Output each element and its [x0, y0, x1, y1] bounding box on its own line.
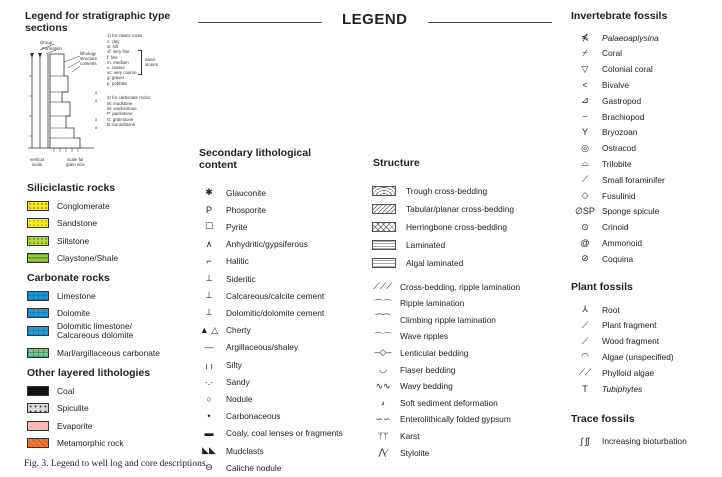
swatch-row: [27, 233, 89, 248]
structure-label: Trough cross-bedding: [406, 185, 488, 196]
lithology-swatch: [27, 326, 49, 336]
legend-symbol-icon: ╷╷: [203, 359, 215, 369]
legend-label: Coquina: [602, 253, 634, 264]
code-row: M: mudstone: [107, 101, 133, 106]
swatch-label: Dolomitic limestone/ Calcareous dolomite: [57, 321, 134, 340]
legend-label: Ostracod: [602, 143, 636, 154]
legend-symbol-icon: ✱: [205, 187, 213, 197]
legend-label: Phosporite: [226, 204, 267, 215]
legend-row: [198, 374, 250, 389]
legend-label: Coaly, coal lenses or fragments: [226, 428, 343, 439]
structure-label: Tabular/planar cross-bedding: [406, 203, 515, 214]
legend-symbol-icon: <: [582, 79, 588, 90]
legend-label: Caliche nodule: [226, 462, 282, 473]
legend-symbol-icon: ∅SP: [575, 205, 595, 216]
code-row: f: fine: [107, 54, 118, 60]
legend-label: Ammonoid: [602, 237, 643, 248]
legend-label: Silty: [226, 359, 242, 370]
legend-row: [198, 409, 280, 424]
legend-row: [198, 340, 298, 355]
lithology-swatch: [27, 236, 49, 246]
strat-marker-x2: x: [95, 98, 98, 103]
legend-symbol-icon: •: [207, 411, 211, 422]
legend-row: [574, 62, 653, 77]
legend-label: Dolomitic/dolomite cement: [226, 307, 325, 318]
legend-symbol-icon: ⊥: [205, 273, 213, 283]
legend-symbol-icon: ◣◣: [202, 445, 216, 455]
legend-symbol-icon: ▲ △: [199, 324, 219, 335]
legend-label: Small foraminifer: [602, 174, 665, 185]
legend-label: Soft sediment deformation: [400, 397, 498, 408]
legend-row: [574, 349, 674, 364]
code-row: P: packstone: [107, 111, 133, 117]
vertical-scale-line1: vertical: [30, 157, 44, 162]
legend-label: Brachiopod: [602, 111, 645, 122]
legend-symbol-icon: ▬: [204, 428, 214, 439]
lithology-swatch: [27, 218, 49, 228]
structure-label: Laminated: [406, 240, 446, 251]
swatch-row: [27, 306, 90, 321]
structure-boxed-row: [372, 201, 514, 216]
legend-row: [198, 254, 249, 269]
swatch-row: [27, 198, 110, 213]
code-row: W: wackestone: [107, 106, 137, 112]
lithology-swatch: [27, 421, 49, 431]
legend-row: [372, 395, 498, 410]
legend-symbol-icon: ⋀∕: [378, 447, 388, 457]
legend-row: [198, 305, 324, 320]
lithology-swatch: [27, 348, 49, 358]
legend-label: Tubiphytes: [602, 383, 643, 394]
code-row: g: gravel: [107, 75, 124, 81]
strat-label-structure: structure: [80, 56, 98, 61]
legend-symbol-icon: ◡: [379, 364, 387, 374]
legend-symbol-icon: @: [580, 237, 590, 248]
legend-row: [372, 428, 420, 443]
legend-symbol-icon: ⟋: [581, 174, 589, 185]
legend-row: [574, 46, 622, 61]
legend-label: Root: [602, 304, 620, 315]
legend-label: Coral: [602, 48, 623, 59]
carbonate-code-title: 2) for carbonate rocks:: [107, 95, 151, 100]
figure-caption: Fig. 3. Legend to well log and core descriptions.: [24, 459, 208, 469]
legend-row: [198, 202, 266, 217]
swatch-label: Conglomerate: [57, 200, 110, 211]
legend-symbol-icon: ·.·: [204, 376, 214, 387]
legend-row: [372, 329, 448, 344]
legend-row: [198, 426, 343, 441]
sandstones-bracket: [138, 50, 142, 75]
strat-title-line1: Legend for stratigraphic type: [25, 10, 171, 22]
legend-row: [574, 204, 659, 219]
secondary-title-line2: content: [199, 159, 237, 171]
strat-label-grain-scale: [66, 157, 85, 167]
legend-label: Sideritic: [226, 273, 256, 284]
legend-symbol-icon: ◇: [581, 190, 589, 200]
legend-symbol-icon: ∧: [205, 238, 213, 249]
legend-symbol-icon: ▽: [581, 63, 589, 74]
legend-row: [574, 220, 629, 235]
legend-symbol-icon: ○: [206, 393, 212, 404]
legend-title: LEGEND: [342, 11, 408, 28]
legend-label: Anhydritic/gypsiferous: [226, 239, 308, 250]
structure-label: Herringbone cross-bedding: [406, 221, 508, 232]
code-row: si: silt: [107, 44, 118, 50]
legend-label: Cherty: [226, 325, 251, 336]
legend-label: Gastropod: [602, 95, 642, 106]
swatch-row: [27, 383, 74, 398]
legend-symbol-icon: ⊥: [205, 307, 213, 318]
legend-row: [574, 365, 654, 380]
legend-label: Sponge spicule: [602, 206, 660, 217]
legend-symbol-icon: ⊖: [205, 462, 213, 473]
structure-pattern-swatch: [372, 186, 396, 196]
strat-label-formation: Formation: [42, 46, 62, 51]
legend-label: Palaeoaplysina: [602, 32, 659, 43]
legend-symbol-icon: ⌒⌒: [373, 331, 392, 342]
clastic-code-list: [107, 39, 137, 86]
code-row: vf: very fine: [107, 49, 130, 55]
legend-rule-right: [428, 22, 552, 23]
legend-label: Mudclasts: [226, 445, 264, 456]
legend-row: [372, 279, 520, 294]
legend-row: [574, 109, 644, 124]
legend-label: Fusulinid: [602, 190, 636, 201]
legend-symbol-icon: ⌒⌒: [373, 298, 392, 309]
legend-symbol-icon: ⟋⟋: [578, 367, 592, 378]
legend-row: [372, 412, 511, 427]
legend-row: [198, 271, 256, 286]
legend-label: Carbonaceous: [226, 411, 281, 422]
legend-row: [574, 334, 659, 349]
legend-row: [574, 141, 636, 156]
legend-row: [574, 251, 633, 266]
swatch-row: [27, 216, 97, 231]
legend-symbol-icon: Y: [581, 127, 588, 138]
legend-row: [372, 312, 496, 327]
swatch-label: Evaporite: [57, 420, 93, 431]
structure-title: Structure: [373, 157, 420, 169]
swatch-label: Marl/argillaceous carbonate: [57, 348, 160, 358]
legend-label: Plant fragment: [602, 320, 657, 331]
legend-row: [198, 460, 281, 475]
swatch-row: [27, 401, 89, 416]
strat-marker-x4: x: [95, 125, 98, 130]
invertebrate-title: Invertebrate fossils: [571, 10, 668, 22]
lithology-swatch: [27, 438, 49, 448]
lithology-swatch: [27, 308, 49, 318]
legend-symbol-icon: ◠: [581, 351, 589, 362]
legend-label: Argillaceous/shaley: [226, 342, 299, 353]
legend-symbol-icon: ⊥: [205, 290, 213, 301]
legend-row: [372, 379, 453, 394]
strat-title: [25, 10, 170, 34]
legend-symbol-icon: ᛘᛘ: [377, 430, 389, 441]
swatch-label: Coal: [57, 385, 75, 396]
legend-symbol-icon: ⌐: [206, 256, 212, 267]
legend-label: Sandy: [226, 376, 250, 387]
strat-label-group: Group: [40, 40, 53, 45]
legend-symbol-icon: 𝓈: [381, 397, 385, 408]
legend-label: Bryozoan: [602, 127, 638, 138]
legend-row: [198, 323, 251, 338]
vertical-scale-line2: scale: [31, 162, 43, 168]
structure-label: Algal laminated: [406, 258, 464, 269]
lithology-swatch: [27, 291, 49, 301]
legend-row: [574, 93, 641, 108]
structure-pattern-swatch: [372, 240, 396, 250]
code-row: c: clay: [107, 39, 120, 44]
swatch-label: Spiculite: [57, 403, 89, 413]
legend-label: Increasing bioturbation: [602, 435, 687, 446]
legend-row: [574, 125, 637, 140]
legend-label: Colonial coral: [602, 64, 653, 75]
legend-label: Enterolithically folded gypsum: [400, 414, 511, 425]
legend-row: [372, 362, 455, 377]
secondary-title: [199, 147, 311, 171]
legend-symbol-icon: ∿∿: [375, 380, 391, 391]
structure-pattern-swatch: [372, 204, 396, 214]
swatch-label: Claystone/Shale: [57, 253, 118, 263]
legend-row: [574, 381, 642, 396]
code-row: c: coarse: [107, 65, 125, 71]
legend-label: Bivalve: [602, 79, 629, 90]
legend-label: Trilobite: [602, 158, 632, 169]
swatch-label: Limestone: [57, 290, 96, 301]
plant-title: Plant fossils: [571, 281, 633, 293]
legend-symbol-icon: P: [205, 204, 212, 215]
legend-row: [574, 188, 636, 203]
structure-boxed-row: [372, 219, 507, 234]
legend-rule-left: [198, 22, 322, 23]
trace-title: Trace fossils: [571, 413, 635, 425]
legend-symbol-icon: ⌓: [581, 158, 589, 169]
legend-symbol-icon: ʃ ʃʃ: [580, 435, 590, 446]
structure-boxed-row: [372, 256, 463, 271]
carbonate-title: Carbonate rocks: [27, 272, 110, 284]
legend-row: [372, 296, 464, 311]
legend-row: [198, 391, 253, 406]
swatch-row: [27, 346, 160, 361]
siliciclastic-title: Siliciclastic rocks: [27, 182, 116, 194]
legend-row: [372, 345, 468, 360]
code-row: B: boundstone: [107, 121, 136, 127]
clastic-title: 1) for clastic rocks: [107, 33, 143, 38]
lithology-swatch: [27, 386, 49, 396]
strat-marker-x3: x: [95, 117, 98, 122]
legend-symbol-icon: ⅄: [582, 304, 588, 314]
legend-symbol-icon: ⁀⁀: [375, 314, 391, 325]
legend-row: [198, 357, 242, 372]
swatch-label-line2: Calcareous dolomite: [57, 330, 134, 340]
legend-label: Phylloid algae: [602, 367, 655, 378]
legend-label: Calcareous/calcite cement: [226, 290, 325, 301]
code-row: G: grainstone: [107, 116, 134, 122]
legend-symbol-icon: ⟋: [581, 335, 589, 346]
legend-row: [198, 185, 266, 200]
legend-label: Lenticular bedding: [400, 347, 469, 358]
strat-marker-x1: x: [95, 90, 98, 95]
legend-row: [198, 288, 324, 303]
legend-label: Cross-bedding, ripple lamination: [400, 281, 521, 292]
legend-symbol-icon: ☐: [204, 221, 214, 232]
strat-label-vertical-scale: [30, 157, 44, 167]
legend-row: [574, 30, 659, 45]
lithology-swatch: [27, 403, 49, 413]
code-row: vc: very coarse: [107, 70, 137, 76]
legend-label: Ripple lamination: [400, 298, 465, 309]
legend-row: [574, 433, 687, 448]
code-row: p: pebbles: [107, 80, 128, 86]
legend-label: Pyrite: [226, 221, 248, 232]
legend-row: [198, 443, 264, 458]
grain-scale-line2: grain size: [66, 162, 85, 168]
swatch-row: [27, 320, 133, 342]
legend-row: [574, 235, 642, 250]
swatch-label: Metamorphic rock: [57, 438, 124, 448]
legend-symbol-icon: ∽∽: [375, 413, 391, 424]
sandstones-label: sand- stones: [145, 57, 158, 68]
swatch-label: Siltstone: [57, 235, 90, 246]
legend-label: Glauconite: [226, 187, 267, 198]
legend-row: [574, 302, 620, 317]
legend-row: [198, 237, 308, 252]
legend-symbol-icon: ⊿: [581, 95, 589, 106]
swatch-row: [27, 251, 118, 266]
lithology-swatch: [27, 201, 49, 211]
other-lith-title: Other layered lithologies: [27, 367, 151, 379]
legend-label: Wave ripples: [400, 331, 449, 342]
structure-boxed-row: [372, 238, 445, 253]
legend-label: Karst: [400, 430, 420, 441]
code-row: m: medium: [107, 59, 129, 65]
legend-symbol-icon: ⌣: [582, 111, 588, 121]
legend-label: Crinoid: [602, 222, 629, 233]
legend-row: [574, 172, 665, 187]
legend-label: Flaser bedding: [400, 364, 456, 375]
legend-row: [198, 219, 247, 234]
legend-symbol-icon: T: [582, 383, 588, 394]
strat-label-lithology: lithology: [80, 51, 97, 56]
structure-pattern-swatch: [372, 222, 396, 232]
legend-label: Stylolite: [400, 447, 430, 458]
legend-symbol-icon: ⌿: [582, 47, 588, 58]
swatch-label: Dolomite: [57, 308, 91, 318]
legend-symbol-icon: ⋠: [581, 32, 589, 42]
legend-row: [574, 156, 631, 171]
legend-symbol-icon: ⟋: [581, 319, 589, 330]
legend-label: Nodule: [226, 393, 253, 404]
legend-row: [574, 77, 629, 92]
swatch-row: [27, 418, 92, 433]
legend-symbol-icon: —: [204, 342, 214, 353]
swatch-row: [27, 288, 96, 303]
secondary-title-line1: Secondary lithological: [199, 147, 312, 159]
legend-label: Algae (unspecified): [602, 351, 674, 362]
carbonate-code-list: [107, 101, 137, 127]
lithology-swatch: [27, 253, 49, 263]
legend-label: Wood fragment: [602, 336, 660, 347]
legend-label: Climbing ripple lamination: [400, 314, 496, 325]
strat-title-line2: sections: [25, 22, 68, 34]
legend-row: [372, 445, 429, 460]
structure-boxed-row: [372, 183, 487, 198]
legend-label: Wavy bedding: [400, 381, 453, 392]
structure-pattern-swatch: [372, 258, 396, 268]
strat-label-contents: contents: [80, 61, 97, 66]
grain-scale-line1: scale for: [67, 157, 84, 162]
legend-symbol-icon: ⊙: [581, 221, 589, 232]
legend-label: Halitic: [226, 256, 249, 267]
legend-symbol-icon: –◇–: [374, 347, 392, 358]
swatch-label: Sandstone: [57, 218, 98, 228]
legend-symbol-icon: ⟋⟋⟋: [373, 281, 393, 291]
legend-symbol-icon: ◎: [581, 142, 589, 153]
legend-row: [574, 318, 656, 333]
swatch-row: [27, 436, 124, 451]
legend-symbol-icon: ⊘: [581, 253, 589, 264]
